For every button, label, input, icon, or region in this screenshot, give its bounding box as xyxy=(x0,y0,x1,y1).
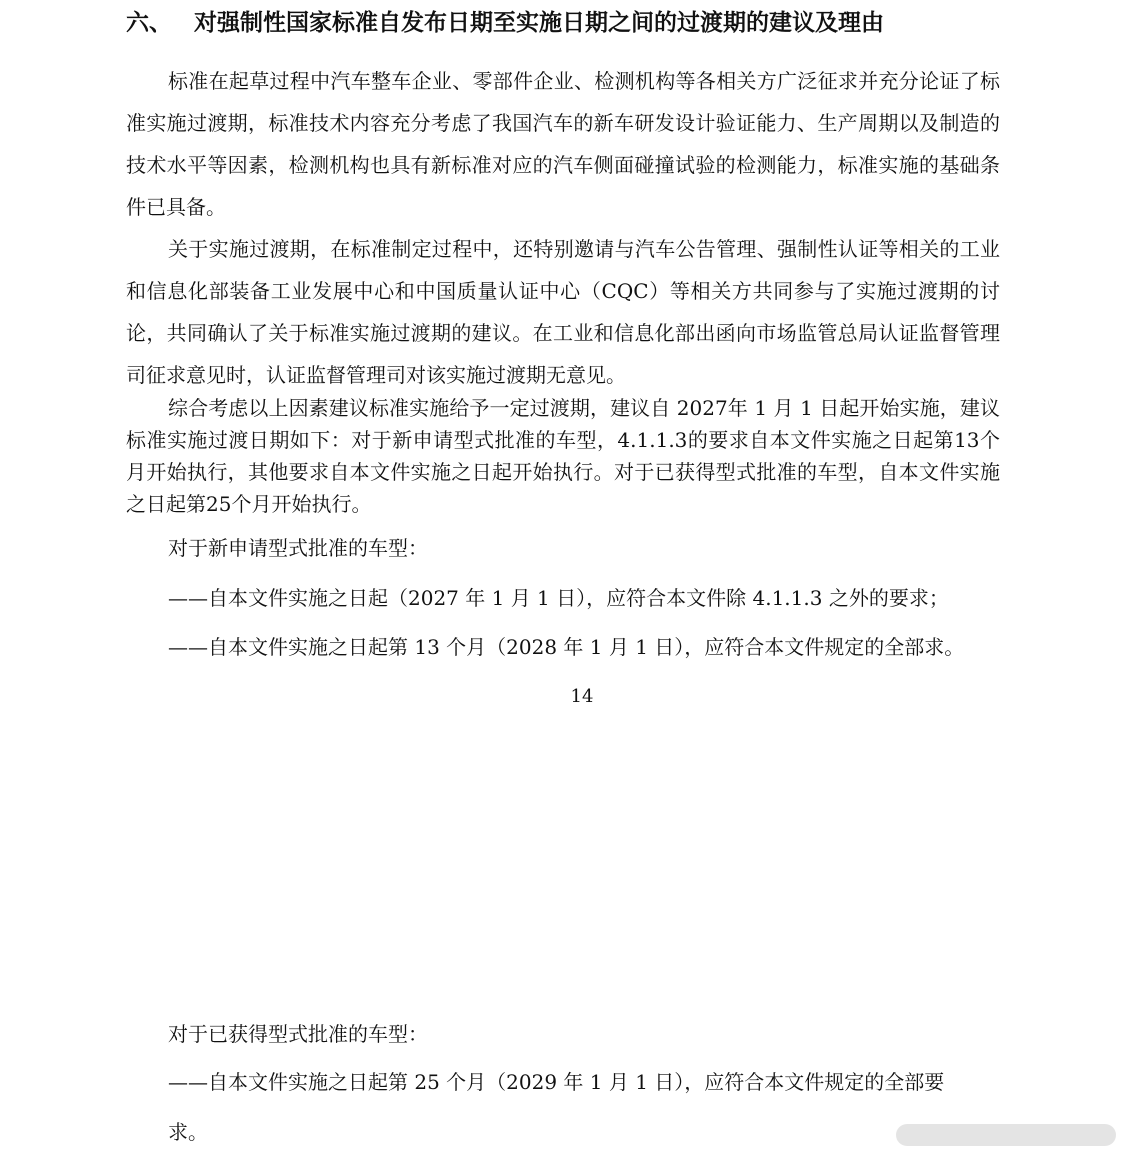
paragraph-consultation: 标准在起草过程中汽车整车企业、零部件企业、检测机构等各相关方广泛征求并充分论证了标准实施过渡期，标准技术内容充分考虑了我国汽车的新车研发设计验证能力、生产周期以及制造的技术水平等因素，检测机构也具有新标准对应的汽车侧面碰撞试验的检测能力，标准实施的基础条件已具备。 xyxy=(126,69,1000,219)
new-type-item-1: ——自本文件实施之日起（2027 年 1 月 1 日），应符合本文件除 4.1.1.3 之外的要求； xyxy=(168,586,949,610)
section-number: 六、 xyxy=(126,10,172,36)
page-number: 14 xyxy=(570,686,594,707)
watermark xyxy=(896,1124,1116,1146)
existing-type-item-line-2: 求。 xyxy=(168,1120,208,1144)
paragraph-transition-discussion: 关于实施过渡期，在标准制定过程中，还特别邀请与汽车公告管理、强制性认证等相关的工业和信息化部装备工业发展中心和中国质量认证中心（CQC）等相关方共同参与了实施过渡期的讨论，共同确认了关于标准实施过渡期的建议。在工业和信息化部出函向市场监管总局认证监督管理司征求意见时，认证监督管理司对该实施过渡期无意见。 xyxy=(126,237,1000,387)
section-title: 对强制性国家标准自发布日期至实施日期之间的过渡期的建议及理由 xyxy=(194,10,884,36)
existing-type-label: 对于已获得型式批准的车型： xyxy=(168,1022,428,1046)
new-type-label: 对于新申请型式批准的车型： xyxy=(168,536,428,560)
new-type-item-2: ——自本文件实施之日起第 13 个月（2028 年 1 月 1 日），应符合本文件规定的全部求。 xyxy=(168,635,965,659)
existing-type-item-line-1: ——自本文件实施之日起第 25 个月（2029 年 1 月 1 日），应符合本文件规定的全部要 xyxy=(168,1070,945,1094)
section-heading xyxy=(126,6,884,40)
paragraph-recommendation: 综合考虑以上因素建议标准实施给予一定过渡期，建议自 2027年 1 月 1 日起开始实施，建议标准实施过渡日期如下：对于新申请型式批准的车型，4.1.1.3的要求自本文件实施之日起第13个月开始执行，其他要求自本文件实施之日起开始执行。对于已获得型式批准的车型，自本文件实施之日起第25个月开始执行。 xyxy=(126,396,1000,516)
